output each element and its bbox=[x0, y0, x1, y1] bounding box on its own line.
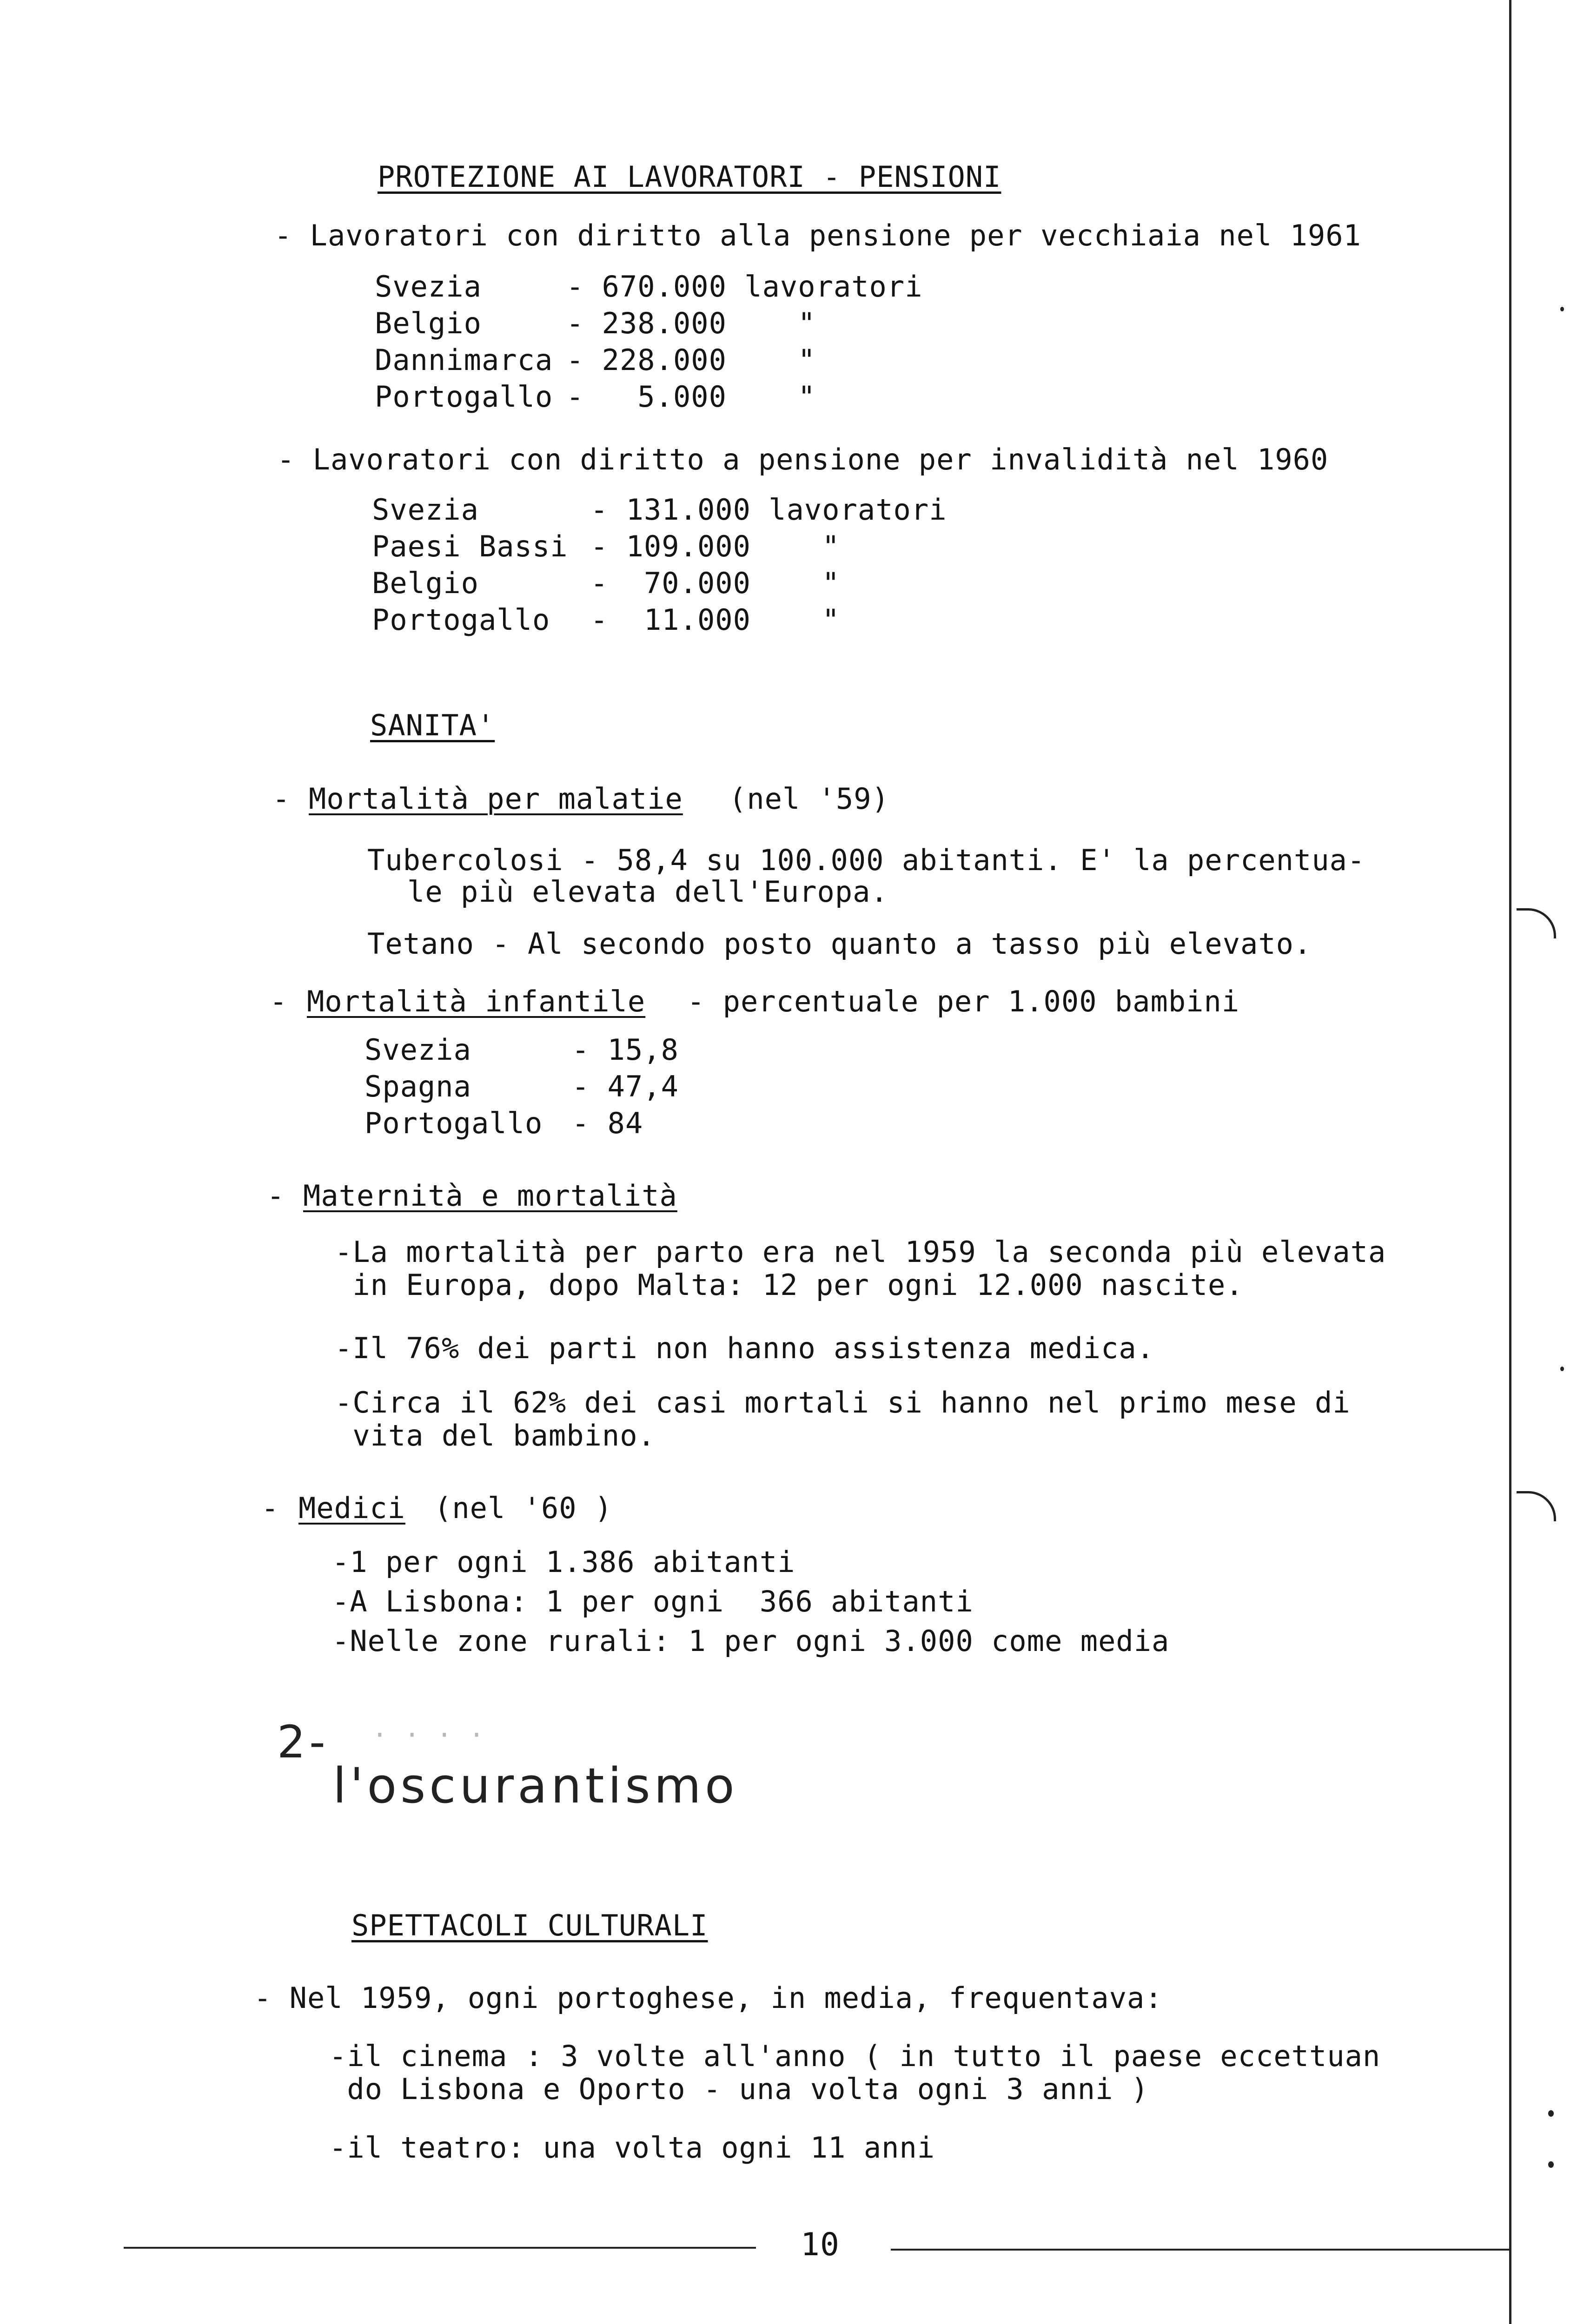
table-row-country: Portogallo bbox=[372, 603, 550, 637]
table-row-value: - 238.000 " bbox=[566, 306, 816, 340]
section-number: 2- bbox=[277, 1716, 329, 1768]
table-row-country: Dannimarca bbox=[375, 343, 553, 377]
table-row-value: - 5.000 " bbox=[566, 380, 816, 414]
list-item: -Circa il 62% dei casi mortali si hanno nel primo mese di vita del bambino. bbox=[335, 1386, 1351, 1453]
medici-label: Medici bbox=[298, 1491, 405, 1525]
table-row-country: Svezia bbox=[372, 493, 479, 527]
bullet-dash: - bbox=[272, 782, 291, 816]
margin-dot bbox=[1560, 1367, 1564, 1371]
page-number: 10 bbox=[801, 2226, 840, 2263]
tubercolosi-line-2: le più elevata dell'Europa. bbox=[407, 875, 888, 909]
struck-text: · · · · bbox=[372, 1720, 485, 1750]
table-row-value: - 670.000 lavoratori bbox=[566, 270, 923, 304]
section-heading-pensioni: PROTEZIONE AI LAVORATORI - PENSIONI bbox=[378, 160, 1001, 194]
vecchiaia-title: - Lavoratori con diritto alla pensione per vecchiaia nel 1961 bbox=[274, 218, 1361, 252]
spettacoli-intro: - Nel 1959, ogni portoghese, in media, frequentava: bbox=[254, 1981, 1163, 2015]
list-item: -Nelle zone rurali: 1 per ogni 3.000 come media bbox=[332, 1624, 1170, 1658]
table-row-value: - 109.000 " bbox=[590, 529, 840, 563]
footer-rule-right bbox=[891, 2249, 1511, 2251]
tubercolosi-line-1: Tubercolosi - 58,4 su 100.000 abitanti. E' la percentua- bbox=[367, 843, 1365, 877]
margin-bracket-mark bbox=[1517, 908, 1556, 938]
bullet-dash: - bbox=[267, 1179, 285, 1213]
list-item: -1 per ogni 1.386 abitanti bbox=[332, 1545, 795, 1579]
tetano-line: Tetano - Al secondo posto quanto a tasso più elevato. bbox=[367, 927, 1312, 961]
margin-dot bbox=[1560, 307, 1564, 311]
table-row-value: - 84 bbox=[572, 1106, 643, 1140]
table-row-country: Svezia bbox=[364, 1033, 471, 1067]
list-item: -A Lisbona: 1 per ogni 366 abitanti bbox=[332, 1585, 974, 1618]
table-row-value: - 11.000 " bbox=[590, 603, 840, 637]
right-margin-line bbox=[1509, 0, 1511, 2324]
table-row-value: - 228.000 " bbox=[566, 343, 816, 377]
margin-bracket-mark bbox=[1517, 1491, 1556, 1521]
section-heading-spettacoli: SPETTACOLI CULTURALI bbox=[351, 1908, 708, 1942]
infantile-label: Mortalità infantile bbox=[307, 984, 646, 1018]
margin-dot bbox=[1548, 2110, 1554, 2117]
list-item: -La mortalità per parto era nel 1959 la seconda più elevata in Europa, dopo Malta: 12 per ogni 12.000 nascite. bbox=[335, 1235, 1386, 1302]
invalidita-title: - Lavoratori con diritto a pensione per invalidità nel 1960 bbox=[277, 442, 1329, 476]
table-row-country: Portogallo bbox=[364, 1106, 543, 1140]
table-row-country: Paesi Bassi bbox=[372, 529, 568, 563]
list-item: -il cinema : 3 volte all'anno ( in tutto il paese eccettuan do Lisbona e Oporto - una volta ogni 3 anni ) bbox=[329, 2039, 1381, 2106]
section-title-oscurantismo: l'oscurantismo bbox=[333, 1757, 738, 1814]
table-row-country: Spagna bbox=[364, 1070, 471, 1103]
table-row-value: - 47,4 bbox=[572, 1070, 679, 1103]
malattie-suffix: (nel '59) bbox=[729, 782, 889, 816]
maternita-label: Maternità e mortalità bbox=[303, 1179, 677, 1213]
table-row-country: Belgio bbox=[375, 306, 482, 340]
medici-suffix: (nel '60 ) bbox=[434, 1491, 613, 1525]
table-row-country: Portogallo bbox=[375, 380, 553, 414]
table-row-country: Belgio bbox=[372, 566, 479, 600]
table-row-value: - 70.000 " bbox=[590, 566, 840, 600]
footer-rule-left bbox=[124, 2247, 756, 2249]
list-item: -il teatro: una volta ogni 11 anni bbox=[329, 2131, 935, 2165]
bullet-dash: - bbox=[261, 1491, 279, 1525]
table-row-country: Svezia bbox=[375, 270, 482, 304]
bullet-dash: - bbox=[270, 984, 288, 1018]
table-row-value: - 15,8 bbox=[572, 1033, 679, 1067]
list-item: -Il 76% dei parti non hanno assistenza medica. bbox=[335, 1331, 1155, 1365]
infantile-suffix: - percentuale per 1.000 bambini bbox=[687, 984, 1240, 1018]
table-row-value: - 131.000 lavoratori bbox=[590, 493, 947, 527]
section-heading-sanita: SANITA' bbox=[370, 708, 495, 742]
malattie-label: Mortalità per malatie bbox=[309, 782, 683, 816]
margin-dot bbox=[1548, 2161, 1554, 2168]
